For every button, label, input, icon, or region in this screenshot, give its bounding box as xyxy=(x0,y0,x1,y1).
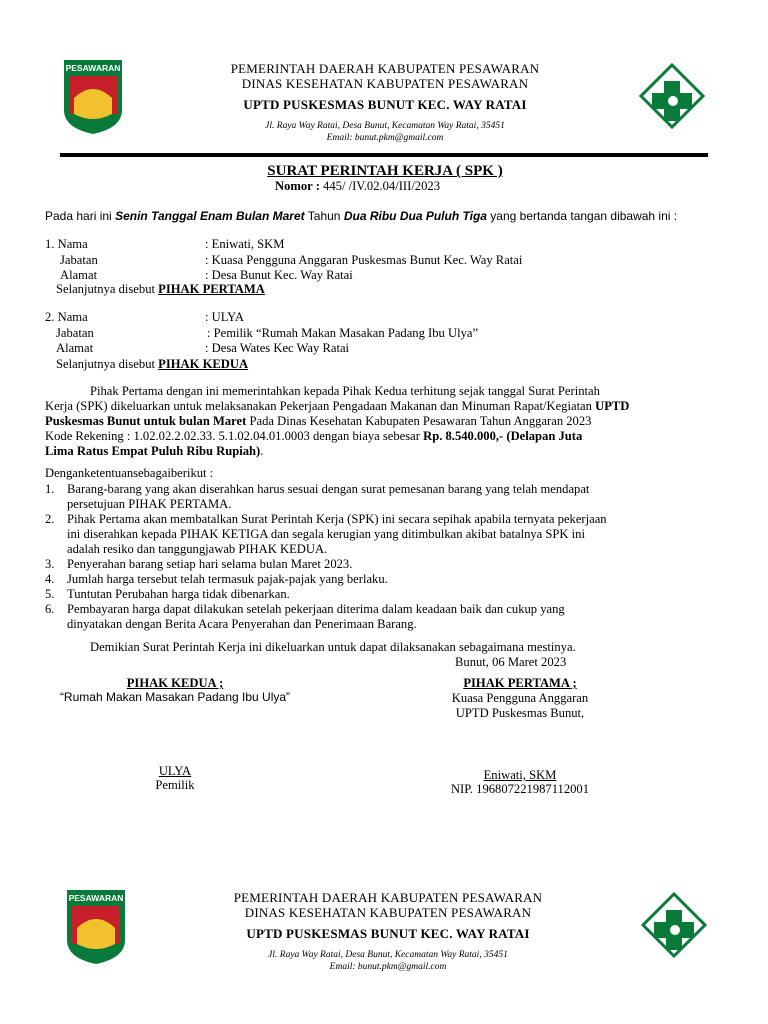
place-date: Bunut, 06 Maret 2023 xyxy=(455,655,567,669)
doc-number: Nomor : 445/ /IV.02.04/III/2023 xyxy=(275,179,440,193)
pesawaran-logo xyxy=(62,58,124,136)
term-item: 3. Penyerahan barang setiap hari selama bulan Maret 2023. xyxy=(45,557,353,571)
header-divider xyxy=(60,153,708,157)
opening-line: Pada hari ini Senin Tanggal Enam Bulan Maret Tahun Dua Ribu Dua Puluh Tiga yang bertanda tangan dibawah ini : xyxy=(45,209,678,223)
term-item: 6. Pembayaran harga dapat dilakukan setelah pekerjaan diterima dalam keadaan baik dan cukup yang dinyatakan dengan Berita Acara Penyerahan dan Penerimaan Barang. xyxy=(45,602,565,631)
term-item: 2. Pihak Pertama akan membatalkan Surat Perintah Kerja (SPK) ini secara sepihak apabila ternyata pekerjaan ini diserahkan kepada PIHAK KETIGA dan segala kerugian yang ditimbulkan akibat batalnya SPK ini adalah resiko dan tanggungjawab PIHAK KEDUA. xyxy=(45,512,607,556)
header-address: Jl. Raya Way Ratai, Desa Bunut, Kecamatan Way Ratai, 35451 xyxy=(265,121,505,131)
term-item: 5. Tuntutan Perubahan harga tidak dibenarkan. xyxy=(45,587,290,601)
puskesmas-logo-icon xyxy=(641,892,707,958)
term-item: 1. Barang-barang yang akan diserahkan harus sesuai dengan surat pemesanan barang yang telah mendapat persetujuan PIHAK PERTAMA. xyxy=(45,482,590,511)
terms-intro: Denganketentuansebagaiberikut : xyxy=(45,466,214,480)
puskesmas-logo-icon xyxy=(639,63,705,129)
terms-list xyxy=(45,482,725,632)
svg-text:PESAWARAN: PESAWARAN xyxy=(65,63,121,73)
header-email: Email: bunut.pkm@gmail.com xyxy=(326,133,444,143)
header-unit: UPTD PUSKESMAS BUNUT KEC. WAY RATAI xyxy=(243,97,527,112)
term-item: 4. Jumlah harga tersebut telah termasuk pajak-pajak yang berlaku. xyxy=(45,572,388,586)
header-gov: PEMERINTAH DAERAH KABUPATEN PESAWARAN xyxy=(230,61,540,76)
header-dept: DINAS KESEHATAN KABUPATEN PESAWARAN xyxy=(241,76,529,91)
closing-line: Demikian Surat Perintah Kerja ini dikeluarkan untuk dapat dilaksanakan sebagaimana mestinya. xyxy=(90,640,576,654)
doc-title: SURAT PERINTAH KERJA ( SPK ) xyxy=(267,163,503,179)
pesawaran-logo xyxy=(65,888,127,966)
svg-text:PESAWARAN: PESAWARAN xyxy=(68,893,124,903)
